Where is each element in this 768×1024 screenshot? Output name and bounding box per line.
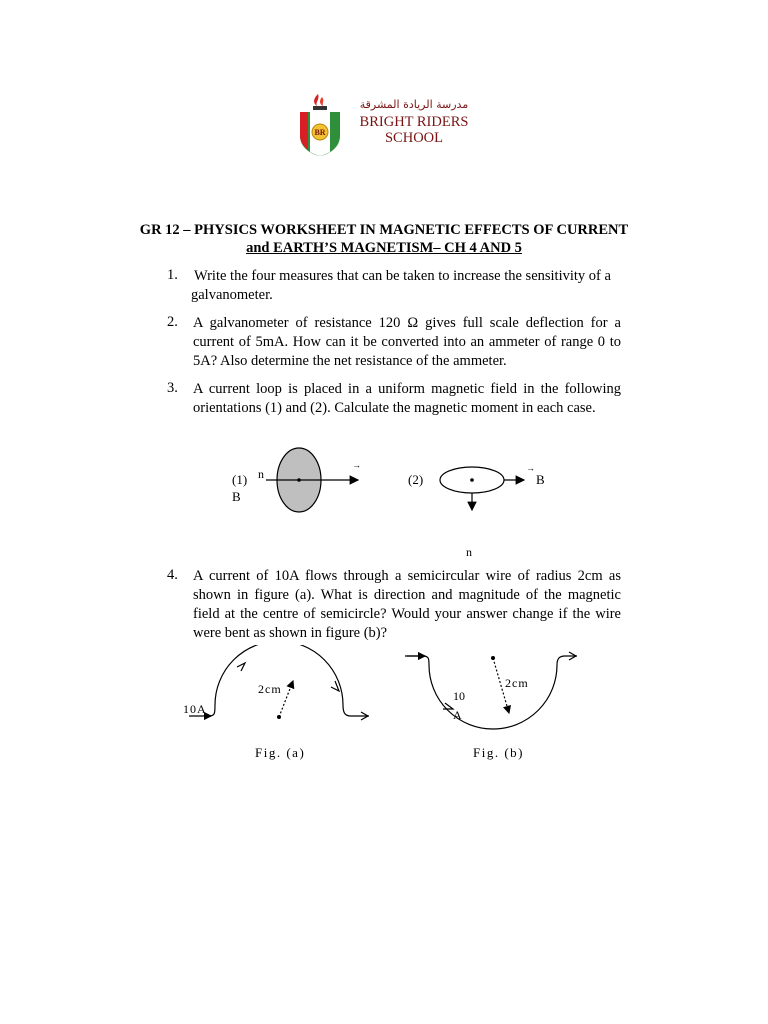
- school-name-arabic: مدرسة الريادة المشرقة: [359, 98, 469, 111]
- fig-b-current-1: 10: [453, 689, 465, 703]
- fig-a-current: 10A: [183, 702, 207, 716]
- semicircular-wire-figures: [175, 645, 595, 770]
- worksheet-title-line1: GR 12 – PHYSICS WORKSHEET IN MAGNETIC EFFECTS OF CURRENT: [139, 222, 629, 238]
- fig1-n-label: n: [258, 467, 264, 481]
- question-3-text: A current loop is placed in a uniform magnetic field in the following orientations (1) and (2). Calculate the magnetic moment in each case.: [193, 381, 621, 416]
- fig-a-radius: 2cm: [258, 682, 282, 696]
- wire-b-path: [407, 656, 577, 729]
- fig-b-current-2: A: [453, 708, 462, 722]
- fig2-n-label: n: [466, 545, 472, 559]
- fig1-arrow-mark: →: [352, 460, 361, 470]
- question-1-number: 1.: [167, 267, 178, 283]
- school-name-line2: SCHOOL: [384, 130, 443, 146]
- school-logo: [296, 92, 480, 158]
- fig-a-caption: Fig. (a): [255, 745, 306, 760]
- fig-b-caption: Fig. (b): [473, 745, 524, 760]
- fig1-b-label: B: [232, 489, 241, 504]
- loop-figure-1: [232, 448, 361, 512]
- wire-figure-a: [183, 645, 369, 760]
- fig2-label: (2): [408, 472, 424, 487]
- fig-b-radius: 2cm: [505, 676, 529, 690]
- wire-figure-b: [405, 652, 577, 760]
- crest-initials: BR: [314, 128, 326, 137]
- wire-a-path: [209, 645, 369, 716]
- fig2-arrow-mark: →: [526, 463, 535, 473]
- question-2-number: 2.: [167, 314, 178, 330]
- question-2-text: A galvanometer of resistance 120 Ω gives full scale deflection for a current of 5mA. How can it be converted into an ammeter of range 0 to 5A? Also determine the net resistance of the ammeter.: [193, 315, 621, 369]
- question-1-text: Write the four measures that can be taken to increase the sensitivity of a galvanometer.: [191, 268, 611, 303]
- loop-figure-2: [408, 463, 545, 559]
- fig1-label: (1): [232, 472, 248, 487]
- school-name-line1: BRIGHT RIDERS: [359, 114, 469, 130]
- worksheet-title-line2-text: and EARTH’S MAGNETISM– CH 4 AND 5: [246, 240, 522, 256]
- current-loop-figures: [220, 440, 560, 565]
- question-4-number: 4.: [167, 567, 178, 583]
- fig2-b-label: B: [536, 472, 545, 487]
- worksheet-title-line2: [0, 240, 768, 257]
- question-4-text: A current of 10A flows through a semicircular wire of radius 2cm as shown in figure (a). What is direction and magnitude of the magnetic field at the centre of semicircle? Would your answer change if the wire were bent as shown in figure (b)?: [193, 568, 621, 641]
- question-3-number: 3.: [167, 380, 178, 396]
